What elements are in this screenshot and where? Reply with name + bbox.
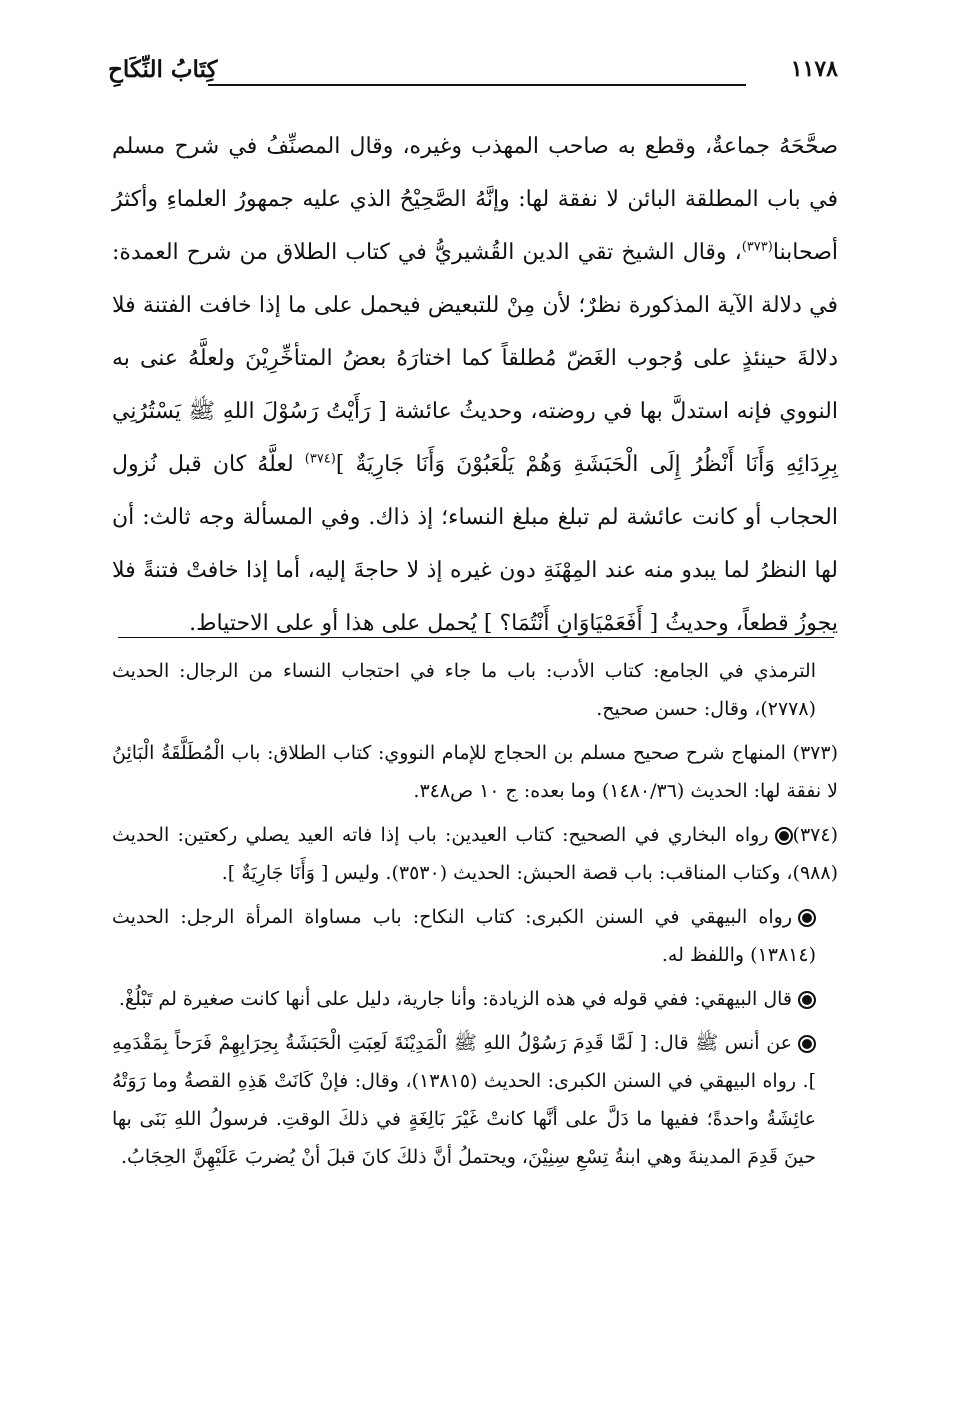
bullet-icon [798,991,816,1009]
main-paragraph [112,120,838,650]
bullet-icon [775,827,793,845]
bullet-icon [798,1035,816,1053]
header-rule [208,84,746,86]
footnote-bullet-1 [112,898,838,974]
main-text-part-3: لعلَّهُ كان قبل نُزول الحجاب أو كانت عائشة لم تبلغ مبلغ النساء؛ إذ ذاك. وفي المسألة وجه ثالث: أن لها النظرُ لما يبدو منه عند المِهْنَةِ دون غيره إذ لا حاجةَ إليه، أما إذا خافتْ فتنةً فلا يجوزُ قطعاً، وحديثُ [ أَفَعَمْيَاوَانِ أَنْتُمَا؟ ] يُحمل على هذا أو على الاحتياط. [112,452,838,636]
footnote-bullet-2-text: قال البيهقي: ففي قوله في هذه الزيادة: وأنا جارية، دليل على أنها كانت صغيرة لم تَبْلُغْ. [118,988,792,1010]
main-text-part-2: ، وقال الشيخ تقي الدين القُشيريُّ في كتاب الطلاق من شرح العمدة: في دلالة الآية المذكورة نظرٌ؛ لأن مِنْ للتبعيض فيحمل على ما إذا خافت الفتنة فلا دلالةَ حينئذٍ على وُجوب الغَضّ مُطلقاً كما اختارَهُ بعضُ المتأخِّرِيْنَ ولعلَّهُ عنى به النووي فإنه استدلَّ بها في روضته، وحديثُ عائشة [ رَأَيْتُ رَسُوْلَ اللهِ ﷺ يَسْتُرُنِي بِرِدَائِهِ وَأَنَا أَنْظُرُ إِلَى الْحَبَشَةِ وَهُمْ يَلْعَبُوْنَ وَأَنَا جَارِيَةٌ ] [112,240,838,477]
footnote-separator [118,637,834,638]
bullet-icon [798,909,816,927]
footnotes-section [112,652,838,1182]
footnote-374-text: رواه البخاري في الصحيح: كتاب العيدين: باب إذا فاته العيد يصلي ركعتين: الحديث (٩٨٨)، وكتاب المناقب: باب قصة الحبش: الحديث (٣٥٣٠). وليس [ وَأَنَا جَارِيَةٌ ]. [112,824,838,884]
footnote-ref-373[interactable]: (٣٧٣) [741,239,773,255]
footnote-continuation: الترمذي في الجامع: كتاب الأدب: باب ما جاء في احتجاب النساء من الرجال: الحديث (٢٧٧٨)، وقال: حسن صحيح. [112,660,816,720]
footnote-bullet-3 [112,1024,838,1176]
footnote-373: (٣٧٣) المنهاج شرح صحيح مسلم بن الحجاج للإمام النووي: كتاب الطلاق: باب الْمُطَلَّقَةُ الْبَائِنُ لا نفقة لها: الحديث (١٤٨٠/٣٦) وما بعده: ج ١٠ ص٣٤٨. [112,742,838,802]
main-text-part-1: صحَّحَهُ جماعةٌ، وقطع به صاحب المهذب وغيره، وقال المصنِّفُ في شرح مسلم في باب المطلقة البائن لا نفقة لها: وإنَّهُ الصَّحِيْحُ الذي عليه جمهورُ العلماءِ وأكثرُ أصحابنا [112,134,838,265]
footnote-ref-374[interactable]: (٣٧٤) [304,451,336,467]
page-number: ١١٧٨ [790,56,838,82]
footnote-bullet-1-text: رواه البيهقي في السنن الكبرى: كتاب النكاح: باب مساواة المرأة الرجل: الحديث (١٣٨١٤) واللفظ له. [112,906,816,966]
footnote-bullet-3-text: عن أنس ﷺ قال: [ لَمَّا قَدِمَ رَسُوْلُ اللهِ ﷺ الْمَدِيْنَةَ لَعِبَتِ الْحَبَشَةُ بِحِرَابِهِمْ فَرَحاً بِمَقْدَمِهِ ]. رواه البيهقي في السنن الكبرى: الحديث (١٣٨١٥)، وقال: فإنْ كَانَتْ هَذِهِ القصةُ وما رَوَتْهُ عائِشَةُ واحدةً؛ ففيها ما دَلَّ على أنَّها كانتْ غَيْرَ بَالِغَةٍ في ذلكَ الوقتِ. فرسولُ اللهِ بَنَى بها حينَ قَدِمَ المدينةَ وهي ابنةُ تِسْعِ سِنِيْنَ، ويحتملُ أنَّ ذلكَ كانَ قبلَ أنْ يُضربَ عَلَيْهِنَّ الحِجَابُ. [112,1032,816,1168]
footnote-374-number: (٣٧٤) [792,824,838,846]
footnote-374 [112,816,838,892]
footnote-bullet-2 [112,980,838,1018]
book-title: كِتَابُ النِّكَاحِ [108,56,218,83]
main-text [112,120,838,650]
page-header [108,50,838,98]
